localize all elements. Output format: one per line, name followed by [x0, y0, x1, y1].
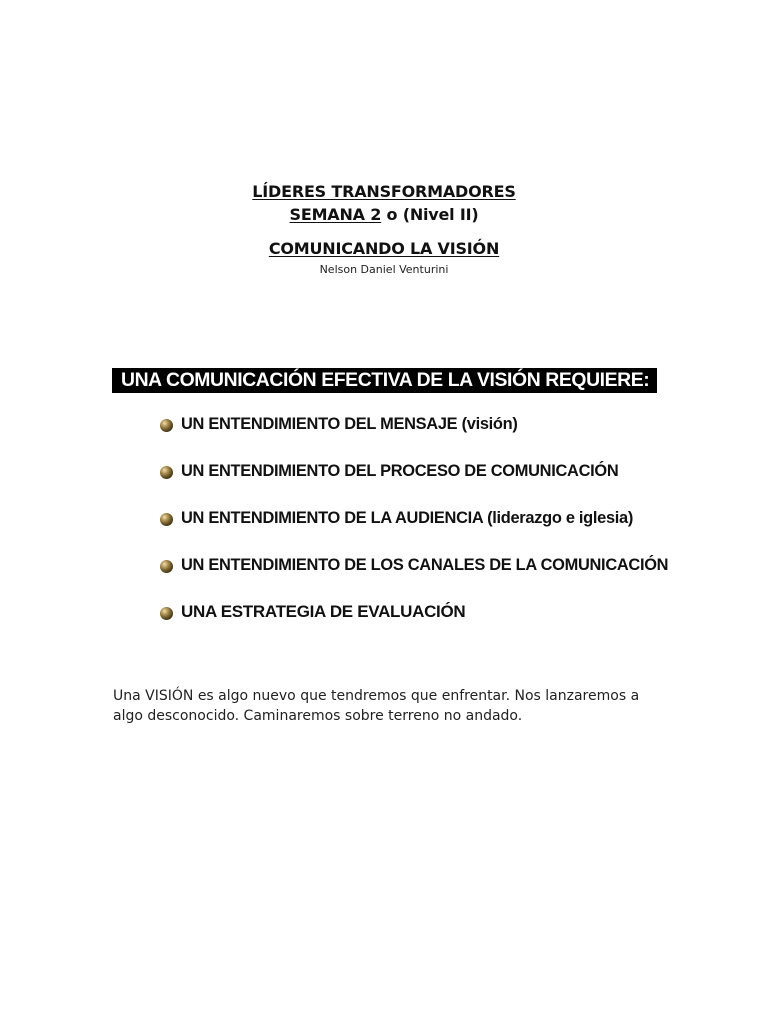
title-line-1: LÍDERES TRANSFORMADORES — [252, 182, 516, 201]
list-item — [160, 600, 668, 647]
week-label: SEMANA 2 — [289, 205, 382, 224]
bronze-ball-bullet-icon — [160, 607, 173, 620]
author-name: Nelson Daniel Venturini — [319, 263, 449, 276]
bullet-main-text: UN ENTENDIMIENTO DE LOS CANALES DE LA COMUNICACIÓN — [181, 556, 669, 574]
bronze-ball-bullet-icon — [160, 466, 173, 479]
list-item — [160, 412, 668, 459]
level-label: o (Nivel II) — [381, 205, 479, 224]
bullet-main-text: UN ENTENDIMIENTO DEL PROCESO DE COMUNICACIÓN — [181, 462, 619, 480]
bullet-main-text: UN ENTENDIMIENTO DE LA AUDIENCIA — [181, 509, 483, 527]
bronze-ball-bullet-icon — [160, 419, 173, 432]
document-subtitle — [0, 238, 768, 260]
document-title — [0, 181, 768, 203]
body-paragraph: Una VISIÓN es algo nuevo que tendremos que enfrentar. Nos lanzaremos a algo desconocido. Caminaremos sobre terreno no andado. — [113, 688, 640, 724]
requirements-list — [160, 412, 668, 647]
section-banner: UNA COMUNICACIÓN EFECTIVA DE LA VISIÓN REQUIERE: — [112, 368, 657, 393]
list-item — [160, 553, 668, 600]
bullet-extra-text: (visión) — [457, 415, 518, 433]
bronze-ball-bullet-icon — [160, 560, 173, 573]
subtitle-text: COMUNICANDO LA VISIÓN — [268, 239, 500, 258]
bullet-main-text: UNA ESTRATEGIA DE EVALUACIÓN — [181, 602, 466, 621]
list-item — [160, 459, 668, 506]
week-line — [0, 204, 768, 226]
bullet-extra-text: (liderazgo e iglesia) — [482, 509, 634, 527]
list-item — [160, 506, 668, 553]
bronze-ball-bullet-icon — [160, 513, 173, 526]
bullet-main-text: UN ENTENDIMIENTO DEL MENSAJE — [181, 415, 458, 433]
